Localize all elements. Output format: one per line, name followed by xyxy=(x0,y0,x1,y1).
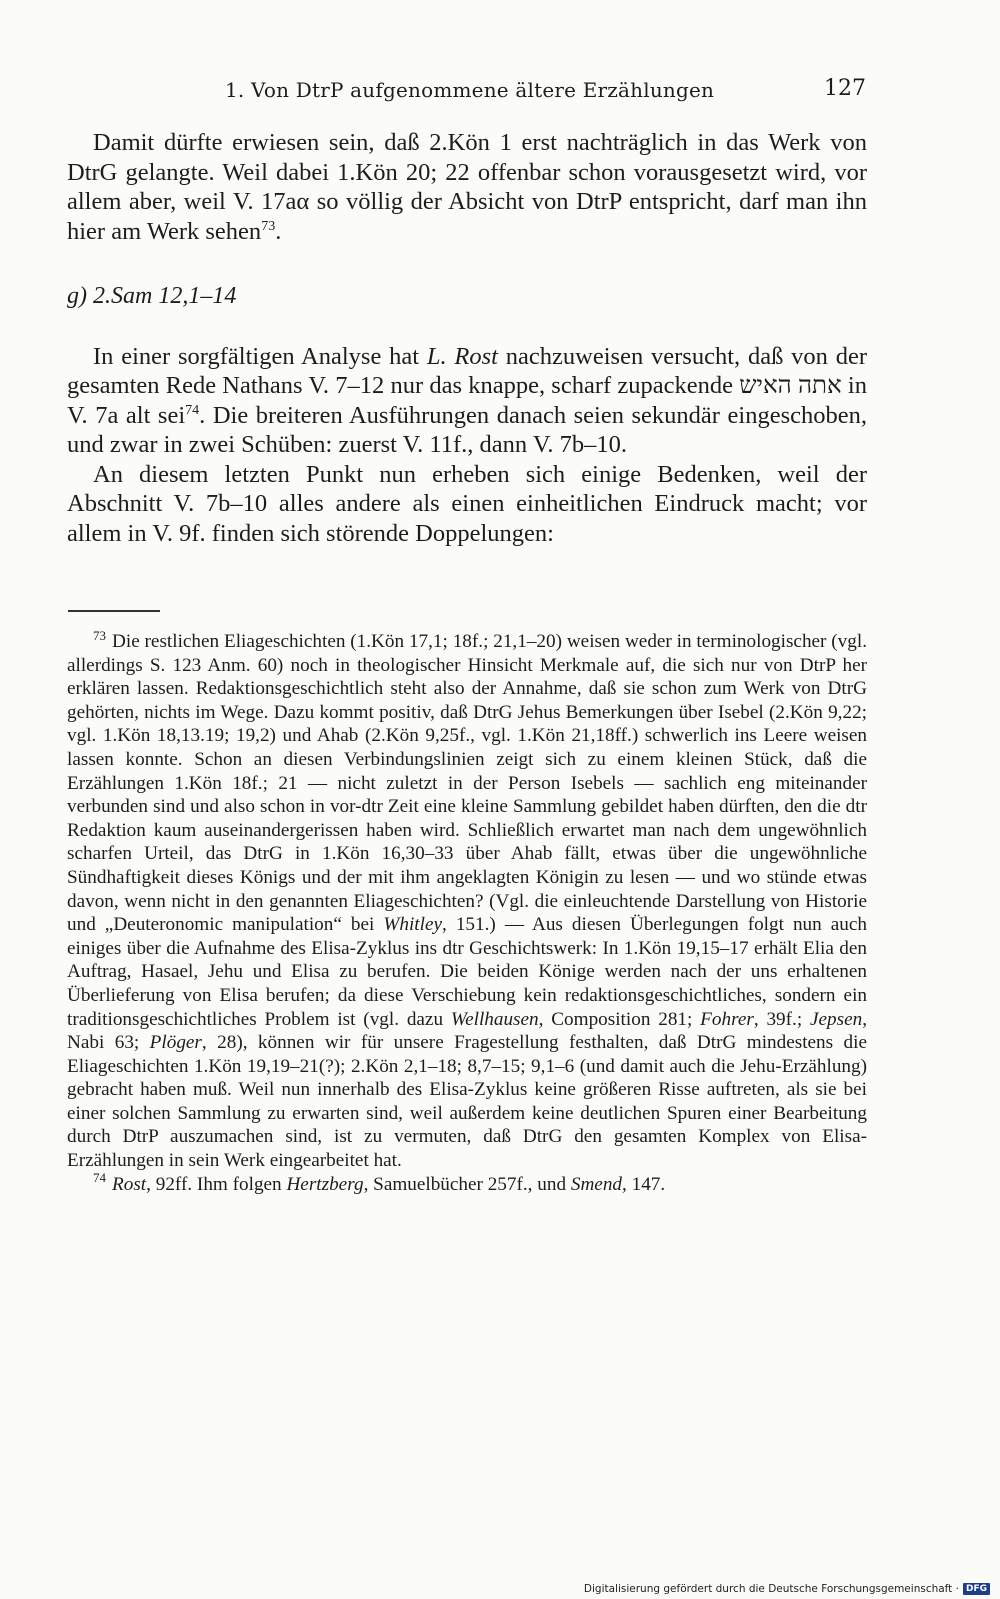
footnote-number-73: 73 xyxy=(93,627,106,643)
footnote-73: $^{73}$ Die restlichen Eliageschichten (1.Kön 17,1; 18f.; 21,1–20) weisen weder in terminologischer (vgl. allerdings S. 123 Anm. 60) noch in theologischer Hinsicht Merkmale auf, die sich nur von DtrP her erklären lassen. Redaktionsgeschichtlich steht also der Annahme, daß sie schon zum Werk von DtrG gehörten, nichts im Wege. Dazu kommt positiv, daß DtrG Jehus Bemerkungen über Isebel (2.Kön 9,22; vgl. 1.Kön 18,13.19; 19,2) und Ahab (2.Kön 9,25f., vgl. 1.Kön 21,18ff.) schwerlich ins Leere weisen lassen konnte. Schon an diesen Verbindungslinien zeigt sich zu einem kleinen Stück, daß die Erzählungen 1.Kön 18f.; 21 — nicht zuletzt in der Person Isebels — sachlich eng miteinander verbunden sind und also schon in vor-dtr Zeit eine kleine Sammlung gebildet haben dürften, den die dtr Redaktion kaum auseinandergerissen haben wird. Schließlich erwartet man nach dem ungewöhnlich scharfen Urteil, das DtrG in 1.Kön 16,30–33 über Ahab fällt, etwas über die ungewöhnliche Sündhaftigkeit dieses Königs und der mit ihm angeklagten Königin zu lesen — und wo stünde etwas davon, wenn nicht in den genannten Eliageschichten? (Vgl. die einleuchtende Darstellung von Historie und „Deuteronomic manipulation“ bei Whitley, 151.) — Aus diesen Überlegungen folgt nun auch einiges über die Aufnahme des Elisa-Zyklus ins dtr Geschichtswerk: In 1.Kön 19,15–17 erhält Elia den Auftrag, Hasael, Jehu und Elisa zu berufen. Die beiden Könige werden nach der uns erhaltenen Überlieferung von Elisa berufen; da diese Verschiebung kein redaktionsgeschichtliches, sondern ein traditionsgeschichtliches Problem ist (vgl. dazu Wellhausen, Composition 281; Fohrer, 39f.; Jepsen, Nabi 63; Plöger, 28), können wir für unsere Fragestellung festhalten, daß DtrG mindestens die Eliageschichten 1.Kön 19,19–21(?); 2.Kön 2,1–18; 8,7–15; 9,1–6 (und damit auch die Jehu-Erzählung) gebracht haben muß. Weil nun innerhalb des Elisa-Zyklus keine größeren Risse auftreten, als sie bei einer solchen Sammlung zu erwarten sind, weil außerdem keine deutlichen Spuren einer Bearbeitung durch DtrP auszumachen sind, ist zu vermuten, daß DtrG den gesamten Komplex von Elisa-Erzählungen in sein Werk eingearbeitet hat. xyxy=(67,627,867,1172)
digitization-credit xyxy=(584,1583,990,1595)
section-heading: g) 2.Sam 12,1–14 xyxy=(67,283,237,309)
footnote-74: $^{74}$ Rost, 92ff. Ihm folgen Hertzberg, Samuelbücher 257f., und Smend, 147. xyxy=(93,1170,666,1195)
paragraph-2: In einer sorgfältigen Analyse hat L. Rost nachzuweisen versucht, daß von der gesamten Rede Nathans V. 7–12 nur das knappe, scharf zupackende אתה האיש in V. 7a alt sei$^{74}$. Die breiteren Ausführungen danach seien sekundär eingeschoben, und zwar in zwei Schüben: zuerst V. 11f., dann V. 7b–10. xyxy=(67,342,867,458)
page-header xyxy=(60,78,866,108)
hebrew-quote: אתה האיש xyxy=(739,372,842,399)
paragraph-3: An diesem letzten Punkt nun erheben sich einige Bedenken, weil der Abschnitt V. 7b–10 alles andere als einen einheitlichen Eindruck macht; vor allem in V. 9f. finden sich störende Doppelungen: xyxy=(67,460,867,547)
page-number: 127 xyxy=(824,76,866,101)
credit-text: Digitalisierung gefördert durch die Deutsche Forschungsgemeinschaft · xyxy=(583,1583,959,1595)
footnote-ref-73[interactable]: 73 xyxy=(261,218,276,234)
author-rost: L. Rost xyxy=(426,342,498,370)
footnote-number-74: 74 xyxy=(93,1170,106,1186)
main-text xyxy=(67,128,867,548)
footnote-divider xyxy=(68,610,160,612)
footnote-ref-74[interactable]: 74 xyxy=(185,402,200,418)
running-head: 1. Von DtrP aufgenommene ältere Erzählungen xyxy=(225,78,715,102)
paragraph-1: Damit dürfte erwiesen sein, daß 2.Kön 1 erst nachträglich in das Werk von DtrG gelangte. Weil dabei 1.Kön 20; 22 offenbar schon vorausgesetzt wird, vor allem aber, weil V. 17aα so völlig der Absicht von DtrP entspricht, darf man ihn hier am Werk sehen$^{73}$. xyxy=(67,129,867,245)
dfg-logo-icon: DFG xyxy=(963,1583,990,1595)
footnotes xyxy=(67,627,867,1196)
